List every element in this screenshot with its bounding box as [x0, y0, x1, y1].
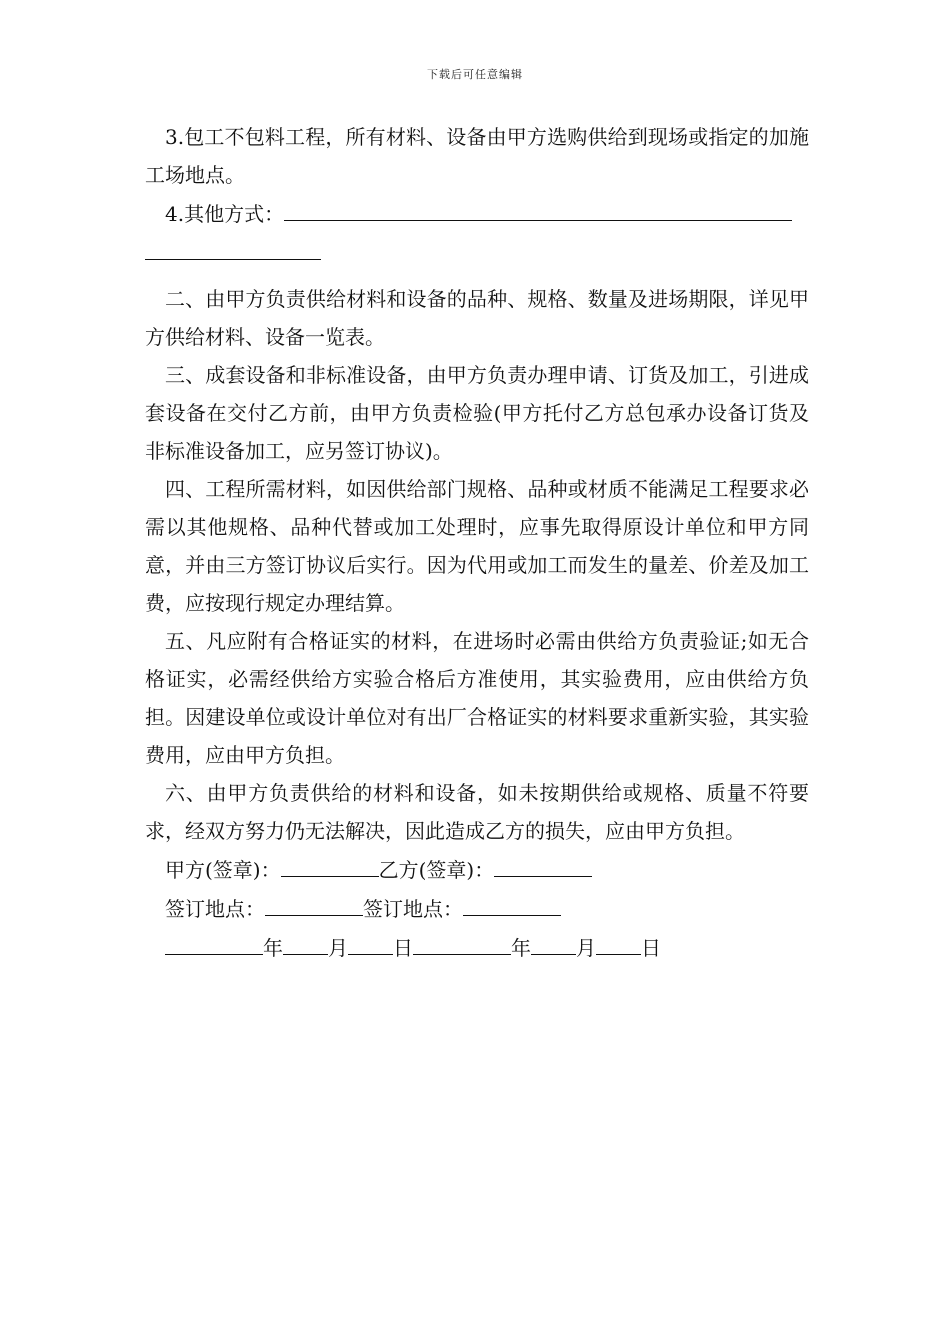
party-a-signature-blank[interactable]: [281, 850, 379, 877]
clause-4-label: 4.其他方式：: [165, 202, 285, 226]
date-b-month-label: 月: [576, 936, 596, 960]
date-a-year-label: 年: [263, 936, 283, 960]
place-b-blank[interactable]: [463, 889, 561, 916]
date-a-day-blank[interactable]: [348, 928, 393, 955]
date-b-year-blank[interactable]: [413, 928, 511, 955]
date-b-year-label: 年: [511, 936, 531, 960]
other-method-blank-continued[interactable]: [145, 233, 321, 260]
party-a-label: 甲方(签章)：: [165, 858, 281, 882]
party-b-label: 乙方(签章)：: [378, 858, 495, 882]
signature-line: [145, 850, 809, 889]
clause-3: 3.包工不包料工程，所有材料、设备由甲方选购供给到现场或指定的加施工场地点。: [145, 125, 809, 187]
date-a-day-label: 日: [393, 936, 413, 960]
date-b-month-blank[interactable]: [531, 928, 576, 955]
article-three: 三、成套设备和非标准设备，由甲方负责办理申请、订货及加工，引进成套设备在交付乙方前，由甲方负责检验(甲方托付乙方总包承办设备订货及非标准设备加工，应另签订协议)。: [145, 363, 809, 463]
clause-4-continuation: [145, 233, 809, 272]
party-b-signature-blank[interactable]: [494, 850, 592, 877]
article-two: 二、由甲方负责供给材料和设备的品种、规格、数量及进场期限，详见甲方供给材料、设备一览表。: [145, 287, 809, 349]
date-a-year-blank[interactable]: [165, 928, 263, 955]
article-four: 四、工程所需材料，如因供给部门规格、品种或材质不能满足工程要求必需以其他规格、品种代替或加工处理时，应事先取得原设计单位和甲方同意，并由三方签订协议后实行。因为代用或加工而发生的量差、价差及加工费，应按现行规定办理结算。: [145, 477, 809, 615]
other-method-blank[interactable]: [284, 194, 792, 221]
article-six: 六、由甲方负责供给的材料和设备，如未按期供给或规格、质量不符要求，经双方努力仍无法解决，因此造成乙方的损失，应由甲方负担。: [145, 781, 809, 843]
date-b-day-label: 日: [641, 936, 661, 960]
date-a-month-label: 月: [328, 936, 348, 960]
date-line: [145, 928, 809, 967]
place-a-blank[interactable]: [265, 889, 363, 916]
date-b-day-blank[interactable]: [596, 928, 641, 955]
date-a-month-blank[interactable]: [283, 928, 328, 955]
place-label-b: 签订地点：: [363, 897, 463, 921]
place-label-a: 签订地点：: [165, 897, 265, 921]
page-header: 下载后可任意编辑: [427, 68, 523, 81]
signing-place-line: [145, 889, 809, 928]
article-five: 五、凡应附有合格证实的材料，在进场时必需由供给方负责验证;如无合格证实，必需经供给方实验合格后方准使用，其实验费用，应由供给方负担。因建设单位或设计单位对有出厂合格证实的材料要求重新实验，其实验费用，应由甲方负担。: [145, 629, 809, 767]
document-body: [145, 118, 809, 967]
clause-4: [145, 194, 809, 233]
